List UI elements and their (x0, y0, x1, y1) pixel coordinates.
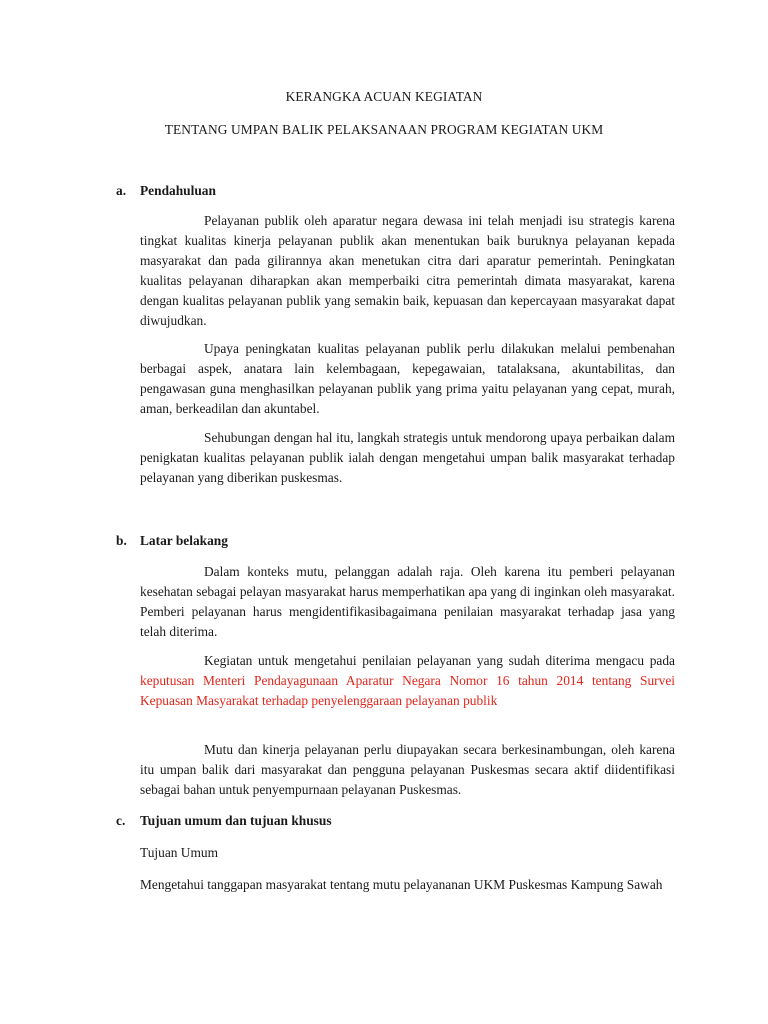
document-title: KERANGKA ACUAN KEGIATAN (285, 89, 483, 104)
section-a-title: Pendahuluan (140, 183, 216, 198)
section-c-title: Tujuan umum dan tujuan khusus (140, 813, 332, 828)
section-b-title: Latar belakang (140, 533, 228, 548)
section-b-paragraph-1: Dalam konteks mutu, pelanggan adalah raja. Oleh karena itu pemberi pelayanan kesehatan sebagai pelayan masyarakat harus memperhatikan apa yang di inginkan oleh masyarakat. Pemberi pelayanan harus mengidentifikasibagaimana penilaian masyarakat terhadap jasa yang telah diterima. (140, 564, 675, 639)
section-b-paragraph-2 (140, 651, 675, 711)
regulation-reference: keputusan Menteri Pendayagunaan Aparatur Negara Nomor 16 tahun 2014 tentang Survei Kepuasan Masyarakat terhadap penyelenggaraan pelayanan publik (140, 673, 675, 708)
section-b-heading (116, 531, 228, 551)
section-c-paragraph-1: Mengetahui tanggapan masyarakat tentang mutu pelayananan UKM Puskesmas Kampung Sawah (140, 877, 663, 892)
section-b-paragraph-3: Mutu dan kinerja pelayanan perlu diupayakan secara berkesinambungan, oleh karena itu umpan balik dari masyarakat dan pengguna pelayanan Puskesmas secara aktif diidentifikasi sebagai bahan untuk penyempurnaan pelayanan Puskesmas. (140, 742, 675, 797)
section-c-label: c. (116, 813, 126, 828)
section-a-paragraph-1: Pelayanan publik oleh aparatur negara dewasa ini telah menjadi isu strategis karena tingkat kualitas kinerja pelayanan publik akan menentukan baik buruknya pelayanan kepada masyarakat dan pada gilirannya akan menetukan citra dari aparatur pemerintah. Peningkatan kualitas pelayanan diharapkan akan memperbaiki citra pemerintah dimata masyarakat, karena dengan kualitas pelayanan publik yang semakin baik, kepuasan dan kepercayaan masyarakat dapat diwujudkan. (140, 213, 675, 328)
section-b-paragraph-2-text: Kegiatan untuk mengetahui penilaian pelayanan yang sudah diterima mengacu pada (204, 653, 675, 668)
section-a-heading (116, 181, 216, 201)
section-c-heading (116, 811, 332, 831)
section-b-label: b. (116, 533, 127, 548)
section-c-subheading: Tujuan Umum (140, 845, 219, 860)
section-a-paragraph-3: Sehubungan dengan hal itu, langkah strategis untuk mendorong upaya perbaikan dalam penigkatan kualitas pelayanan publik ialah dengan mengetahui umpan balik masyarakat terhadap pelayanan yang diberikan puskesmas. (140, 430, 675, 485)
section-a-label: a. (116, 183, 127, 198)
document-subtitle: TENTANG UMPAN BALIK PELAKSANAAN PROGRAM KEGIATAN UKM (164, 122, 604, 137)
section-a-paragraph-2: Upaya peningkatan kualitas pelayanan publik perlu dilakukan melalui pembenahan berbagai aspek, anatara lain kelembagaan, kepegawaian, tatalaksana, akuntabilitas, dan pengawasan guna menghasilkan pelayanan publik yang prima yaitu pelayanan yang cepat, murah, aman, berkeadilan dan akuntabel. (140, 341, 675, 416)
